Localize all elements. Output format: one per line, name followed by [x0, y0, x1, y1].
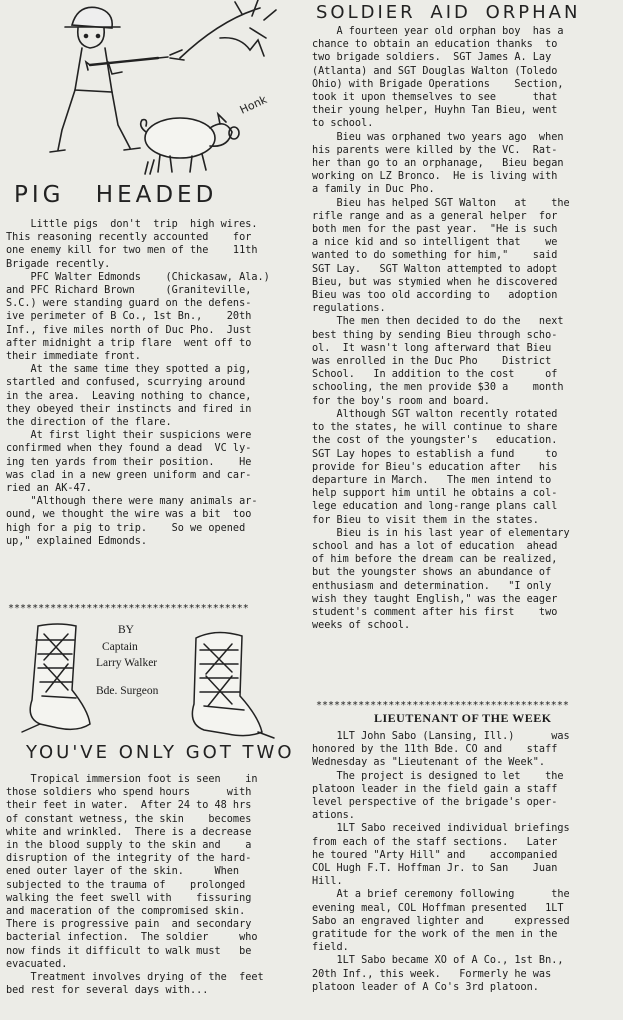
- orphan-story-line: Ohio) with Brigade Operations Section,: [312, 78, 564, 90]
- pig-story-line: Little pigs don't trip high wires.: [6, 219, 258, 230]
- orphan-story-line: for Bieu to visit them in the states.: [312, 514, 539, 526]
- boot-story-body: [6, 773, 302, 997]
- orphan-story-line: chance to obtain an education thanks to: [312, 39, 558, 51]
- lieutenant-story-title: LIEUTENANT OF THE WEEK: [374, 711, 552, 725]
- lieutenant-story-line: field.: [312, 942, 349, 954]
- pig-story-line: ing ten yards from their position. He: [6, 456, 252, 468]
- lieutenant-story-line: The project is designed to let the: [312, 770, 564, 782]
- pig-story-line: This reasoning recently accounted for: [6, 232, 252, 244]
- orphan-story-line: weeks of school.: [312, 620, 411, 632]
- soldier-pig-doodle: [20, 0, 300, 178]
- orphan-story-line: her than go to an orphanage, Bieu began: [312, 158, 564, 170]
- orphan-story-line: Bieu is in his last year of elementary: [312, 527, 570, 539]
- boot-story-line: white and wrinkled. There is a decrease: [6, 826, 252, 838]
- boot-story-line: Tropical immersion foot is seen in: [6, 774, 258, 785]
- orphan-story-line: but the youngster shows an abundance of: [312, 567, 552, 579]
- orphan-story-line: SGT Lay hopes to establish a fund to: [312, 448, 558, 460]
- pig-story-line: one enemy kill for two men of the 11th: [6, 245, 258, 257]
- honk-caption: Honk: [237, 92, 269, 117]
- boot-story-line: bacterial infection. The soldier who: [6, 932, 258, 944]
- orphan-story-line: lege education and long-range plans call: [312, 501, 558, 513]
- lieutenant-story-line: Sabo an engraved lighter and expressed: [312, 915, 570, 927]
- pig-story-line: startled and confused, scurrying around: [6, 377, 246, 389]
- orphan-story-line: a nice kid and so intelligent that we: [312, 237, 558, 249]
- lieutenant-story-line: honored by the 11th Bde. CO and staff: [312, 744, 558, 756]
- orphan-story-body: [312, 25, 618, 632]
- orphan-story-line: wish they taught English," was the eager: [312, 593, 558, 605]
- orphan-story-line: took it upon themselves to see that: [312, 92, 558, 104]
- orphan-story-line: Bieu was too old according to adoption: [312, 290, 558, 302]
- orphan-story-line: two brigade soldiers. SGT James A. Lay: [312, 52, 552, 64]
- orphan-story-line: departure in March. The men intend to: [312, 474, 552, 486]
- pig-story-line: ive perimeter of B Co., 1st Bn., 20th: [6, 311, 252, 323]
- lieutenant-story-line: evening meal, COL Hoffman presented 1LT: [312, 902, 564, 914]
- lieutenant-story-line: 1LT Sabo received individual briefings: [312, 823, 570, 835]
- orphan-story-line: their young helper, Huyhn Tan Bieu, went: [312, 105, 558, 117]
- orphan-story-line: wanted to do something for him," said: [312, 250, 558, 262]
- lieutenant-story-line: gratitude for the work of the men in the: [312, 929, 558, 941]
- orphan-story-line: provide for Bieu's education after his: [312, 461, 558, 473]
- pig-story-line: was clad in a new green uniform and car-: [6, 469, 252, 481]
- pig-story-line: their immediate front.: [6, 351, 141, 363]
- pig-story-line: and PFC Richard Brown (Graniteville,: [6, 285, 252, 297]
- orphan-story-line: Bieu has helped SGT Walton at the: [312, 197, 570, 209]
- orphan-story-line: working on LZ Bronco. He is living with: [312, 171, 558, 183]
- boot-story-line: There is progressive pain and secondary: [6, 919, 252, 931]
- boot-story-line: their feet in water. After 24 to 48 hrs: [6, 800, 252, 812]
- boot-byline-title: Bde. Surgeon: [96, 685, 159, 697]
- orphan-story-line: a family in Duc Pho.: [312, 184, 435, 196]
- pig-story-line: after midnight a trip flare went off to: [6, 337, 252, 349]
- orphan-story-line: SGT Lay. SGT Walton attempted to adopt: [312, 263, 558, 275]
- boot-story-line: walking the feet swell with fissuring: [6, 892, 252, 904]
- orphan-story-line: School. In addition to the cost of: [312, 369, 558, 381]
- boot-story-line: and maceration of the compromised skin.: [6, 906, 246, 918]
- pig-story-line: they obeyed their instincts and fired in: [6, 403, 252, 415]
- orphan-story-title: SOLDIER AID ORPHAN: [316, 2, 581, 23]
- lieutenant-story-line: 1LT John Sabo (Lansing, Ill.) was: [312, 731, 570, 742]
- orphan-story-line: the cost of the youngster's education.: [312, 435, 558, 447]
- orphan-story-line: Although SGT walton recently rotated: [312, 408, 558, 420]
- orphan-story-line: of him before the dream can be realized,: [312, 554, 558, 566]
- orphan-story-line: regulations.: [312, 303, 386, 315]
- boot-story-line: in the blood supply to the skin and a: [6, 840, 252, 852]
- lieutenant-story-line: 1LT Sabo became XO of A Co., 1st Bn.,: [312, 955, 564, 967]
- orphan-story-line: (Atlanta) and SGT Douglas Walton (Toledo: [312, 65, 558, 77]
- pig-story-line: ried an AK-47.: [6, 483, 92, 495]
- boot-story-line: evacuated.: [6, 958, 68, 970]
- orphan-story-line: enthusiasm and determination. "I only: [312, 580, 552, 592]
- right-separator: ******************************************: [316, 700, 569, 711]
- orphan-story-line: his parents were killed by the VC. Rat-: [312, 144, 558, 156]
- orphan-story-line: to school.: [312, 118, 374, 130]
- lieutenant-story-line: Hill.: [312, 876, 343, 888]
- pig-story-body: [6, 218, 302, 548]
- lieutenant-story-line: COL Hugh F.T. Hoffman Jr. to San Juan: [312, 863, 558, 875]
- boot-story-line: subjected to the trauma of prolonged: [6, 879, 246, 891]
- pig-story-line: At the same time they spotted a pig,: [6, 364, 252, 376]
- pig-story-line: in the area. Leaving nothing to chance,: [6, 390, 252, 402]
- orphan-story-line: was enrolled in the Duc Pho District: [312, 356, 552, 368]
- boot-story-line: ened outer layer of the skin. When: [6, 866, 240, 878]
- pig-story-line: confirmed when they found a dead VC ly-: [6, 443, 252, 455]
- boot-byline-author: Larry Walker: [96, 657, 158, 669]
- orphan-story-line: for the boy's room and board.: [312, 395, 490, 407]
- lieutenant-story-line: he toured "Arty Hill" and accompanied: [312, 849, 558, 861]
- pig-story-line: "Although there were many animals ar-: [6, 496, 258, 508]
- boot-story-line: of constant wetness, the skin becomes: [6, 813, 252, 825]
- orphan-story-line: both men for the past year. "He is such: [312, 224, 558, 236]
- orphan-story-line: A fourteen year old orphan boy has a: [312, 26, 564, 37]
- left-separator: ****************************************: [8, 603, 249, 614]
- pig-story-line: the direction of the flare.: [6, 417, 172, 429]
- pig-story-line: up," explained Edmonds.: [6, 535, 148, 547]
- orphan-story-line: Bieu, but was stymied when he discovered: [312, 276, 558, 288]
- boot-byline-rank: Captain: [102, 641, 138, 653]
- orphan-story-line: school and has a lot of education ahead: [312, 540, 558, 552]
- pig-story-line: PFC Walter Edmonds (Chickasaw, Ala.): [6, 271, 270, 283]
- pig-story-line: Inf., five miles north of Duc Pho. Just: [6, 324, 252, 336]
- orphan-story-line: rifle range and as a general helper for: [312, 210, 558, 222]
- boot-story-line: now finds it difficult to walk must be: [6, 945, 252, 957]
- orphan-story-line: schooling, the men provide $30 a month: [312, 382, 564, 394]
- orphan-story-line: best thing by sending Bieu through scho-: [312, 329, 558, 341]
- pig-story-line: Brigade recently.: [6, 258, 111, 270]
- lieutenant-story-line: 20th Inf., this week. Formerly he was: [312, 968, 552, 980]
- lieutenant-story-line: Wednesday as "Lieutenant of the Week".: [312, 757, 546, 769]
- lieutenant-story-line: ations.: [312, 810, 355, 822]
- pig-story-line: At first light their suspicions were: [6, 430, 252, 442]
- boot-story-line: Treatment involves drying of the feet: [6, 972, 264, 984]
- boot-byline-by: BY: [118, 624, 134, 636]
- pig-headed-title: PIG HEADED: [14, 182, 218, 208]
- lieutenant-story-line: At a brief ceremony following the: [312, 889, 570, 901]
- boot-story-title: YOU'VE ONLY GOT TWO: [26, 742, 295, 763]
- orphan-story-line: ol. It wasn't long afterward that Bieu: [312, 342, 552, 354]
- pig-story-line: ound, we thought the wire was a bit too: [6, 509, 252, 521]
- pig-story-line: high for a pig to trip. So we opened: [6, 522, 246, 534]
- lieutenant-story-line: level perspective of the brigade's oper-: [312, 797, 558, 809]
- boots-doodle: [18, 620, 280, 740]
- lieutenant-story-line: platoon leader of A Co's 3rd platoon.: [312, 981, 539, 993]
- orphan-story-line: help support him until he obtains a col-: [312, 488, 558, 500]
- boot-story-line: bed rest for several days with...: [6, 985, 209, 997]
- lieutenant-story-line: platoon leader in the field gain a staff: [312, 783, 558, 795]
- boot-story-line: disruption of the integrity of the hard-: [6, 853, 252, 865]
- orphan-story-line: Bieu was orphaned two years ago when: [312, 131, 564, 143]
- lieutenant-story-body: [312, 730, 618, 994]
- lieutenant-story-line: from each of the staff sections. Later: [312, 836, 558, 848]
- orphan-story-line: The men then decided to do the next: [312, 316, 564, 328]
- orphan-story-line: to the states, he will continue to share: [312, 422, 558, 434]
- orphan-story-line: student's comment after his first two: [312, 606, 558, 618]
- boot-story-line: those soldiers who spend hours with: [6, 787, 252, 799]
- pig-story-line: S.C.) were standing guard on the defens-: [6, 298, 252, 310]
